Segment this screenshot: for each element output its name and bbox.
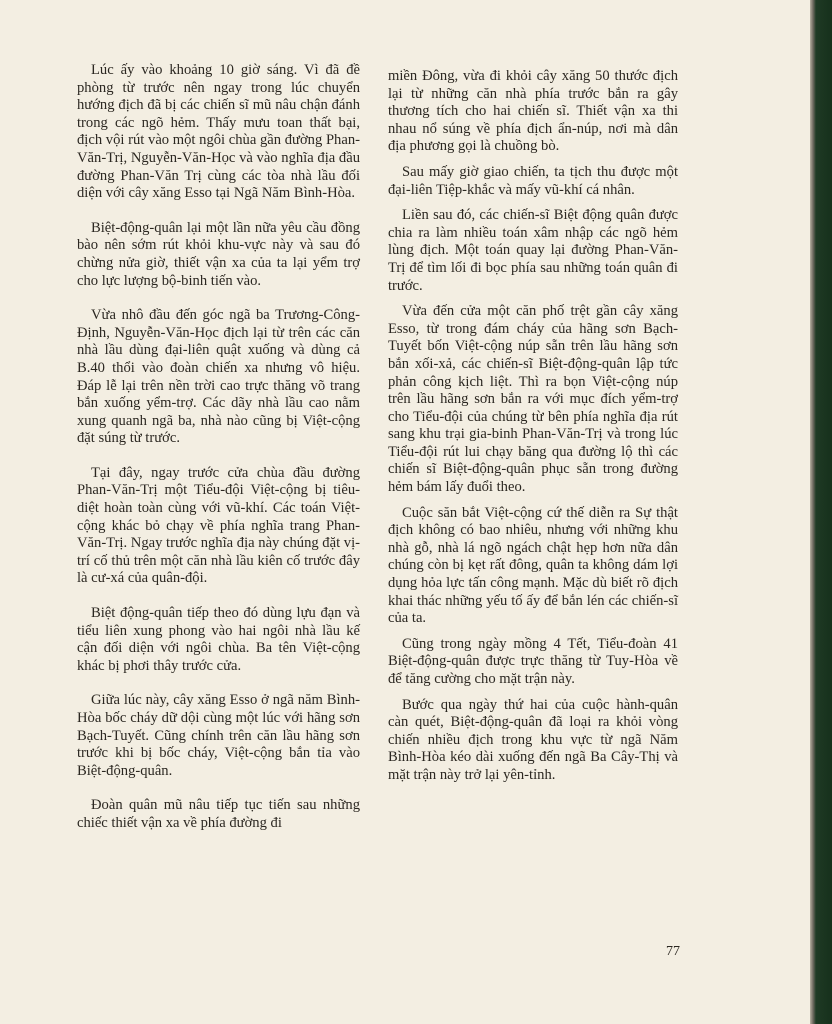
right-column: [388, 68, 678, 793]
page-number: 77: [666, 944, 680, 959]
paragraph: Liền sau đó, các chiến-sĩ Biệt động quân được chia ra làm nhiều toán xâm nhập các ngõ hẻm lùng địch. Một toán quay lại đường Phan-Văn-Trị để tìm lối đi bọc phía sau những toán quân đi trước.: [388, 207, 678, 294]
paragraph: Tại đây, ngay trước cửa chùa đầu đường Phan-Văn-Trị một Tiểu-đội Việt-cộng bị tiêu-diệt hoàn toàn cùng với vũ-khí. Các toán Việt-cộng khác bỏ chạy về phía nghĩa trang Phan-Văn-Trị. Ngay trước nghĩa địa này chúng đặt vị-trí cố thủ trên một căn nhà lầu kiên cố trước đây là cư-xá của quân-đội.: [77, 464, 360, 587]
left-column: [77, 62, 360, 850]
paragraph: Vừa đến cửa một căn phố trệt gần cây xăng Esso, từ trong đám cháy của hãng sơn Bạch-Tuyết bốn Việt-cộng núp sẵn trên lầu hãng sơn bắn xối-xả, các chiến-sĩ Biệt-động-quân lập tức phản công kịch liệt. Thì ra bọn Việt-cộng núp trên lầu hãng sơn bắn ra với mục đích yểm-trợ cho Tiểu-đội của chúng từ bên phía nghĩa địa rút sang khu trại gia-binh Phan-Văn-Trị và trong lúc Tiểu-đội rút lui chạy băng qua đường lộ thì các chiến sĩ Biệt-động-quân phục sẵn trong đường hẻm bám lấy đuổi theo.: [388, 303, 678, 496]
paragraph: Giữa lúc này, cây xăng Esso ở ngã năm Bình-Hòa bốc cháy dữ dội cùng một lúc với hãng sơn Bạch-Tuyết. Cũng chính trên căn lầu hãng sơn trước khi bị bốc cháy, Việt-cộng bắn tỉa vào Biệt-động-quân.: [77, 692, 360, 779]
paragraph: Cũng trong ngày mồng 4 Tết, Tiểu-đoàn 41 Biệt-động-quân được trực thăng từ Tuy-Hòa về để tăng cường cho mặt trận này.: [388, 635, 678, 687]
paragraph: Biệt động-quân tiếp theo đó dùng lựu đạn và tiểu liên xung phong vào hai ngôi nhà lầu kế cận đối diện với ngôi chùa. Ba tên Việt-cộng khác bị phơi thây trước cửa.: [77, 605, 360, 674]
paragraph: Biệt-động-quân lại một lần nữa yêu cầu đồng bào nên sớm rút khỏi khu-vực này và sau đó chừng nửa giờ, thiết vận xa của ta lại yểm trợ cho lực lượng bộ-binh tiến vào.: [77, 219, 360, 289]
paragraph: Sau mấy giờ giao chiến, ta tịch thu được một đại-liên Tiệp-khắc và mấy vũ-khí cá nhân.: [388, 163, 678, 198]
paragraph: Vừa nhô đầu đến góc ngã ba Trương-Công-Định, Nguyễn-Văn-Học địch lại từ trên các căn nhà lầu dùng đại-liên quật xuống và dùng cả B.40 thổi vào đoàn chiến xa nhưng vô hiệu. Đáp lễ lại trên nền trời cao trực thăng võ trang bắn xuống yểm-trợ. Các dãy nhà lầu cao nằm xung quanh ngã ba, nhà nào cũng bị Việt-cộng đặt súng từ trước.: [77, 307, 360, 447]
paragraph: miền Đông, vừa đi khỏi cây xăng 50 thước địch lại từ những căn nhà phía trước bắn ra gây thương tích cho hai chiến sĩ. Thiết vận xa thi nhau nổ súng về phía địch ẩn-núp, nơi mà dân địa phương gọi là chuồng bò.: [388, 68, 678, 155]
paragraph: Bước qua ngày thứ hai của cuộc hành-quân càn quét, Biệt-động-quân đã loại ra khỏi vòng chiến nhiều địch trong khu vực từ ngã Năm Bình-Hòa kéo dài xuống đến ngã Ba Cây-Thị và mặt trận này trở lại yên-tỉnh.: [388, 696, 678, 783]
paragraph: Cuộc săn bắt Việt-cộng cứ thế diễn ra Sự thật địch không có bao nhiêu, nhưng với những khu nhà gỗ, nhà lá ngõ ngách chật hẹp hơn nữa dân chúng còn bị kẹt rất đông, quân ta không dám lợi dụng hỏa lực tấn công mạnh. Mặc dù biết rõ địch khai thác những yếu tố ấy để bắn lén các chiến-sĩ của ta.: [388, 504, 678, 627]
paragraph: Đoàn quân mũ nâu tiếp tục tiến sau những chiếc thiết vận xa về phía đường đi: [77, 797, 360, 831]
paragraph: Lúc ấy vào khoảng 10 giờ sáng. Vì đã đề phòng từ trước nên ngay trong lúc chuyển hướng địch đã bị các chiến sĩ mũ nâu chận đánh trong các ngõ hẻm. Thấy mưu toan thất bại, địch vội rút vào một ngôi chùa gần đường Phan-Văn-Trị, Nguyễn-Văn-Học và vào nghĩa địa đầu đường Phan-Văn Trị cùng các tòa nhà lầu đối diện với cây xăng Esso tại Ngã Năm Bình-Hòa.: [77, 62, 360, 202]
book-binding-edge: [810, 0, 832, 1024]
